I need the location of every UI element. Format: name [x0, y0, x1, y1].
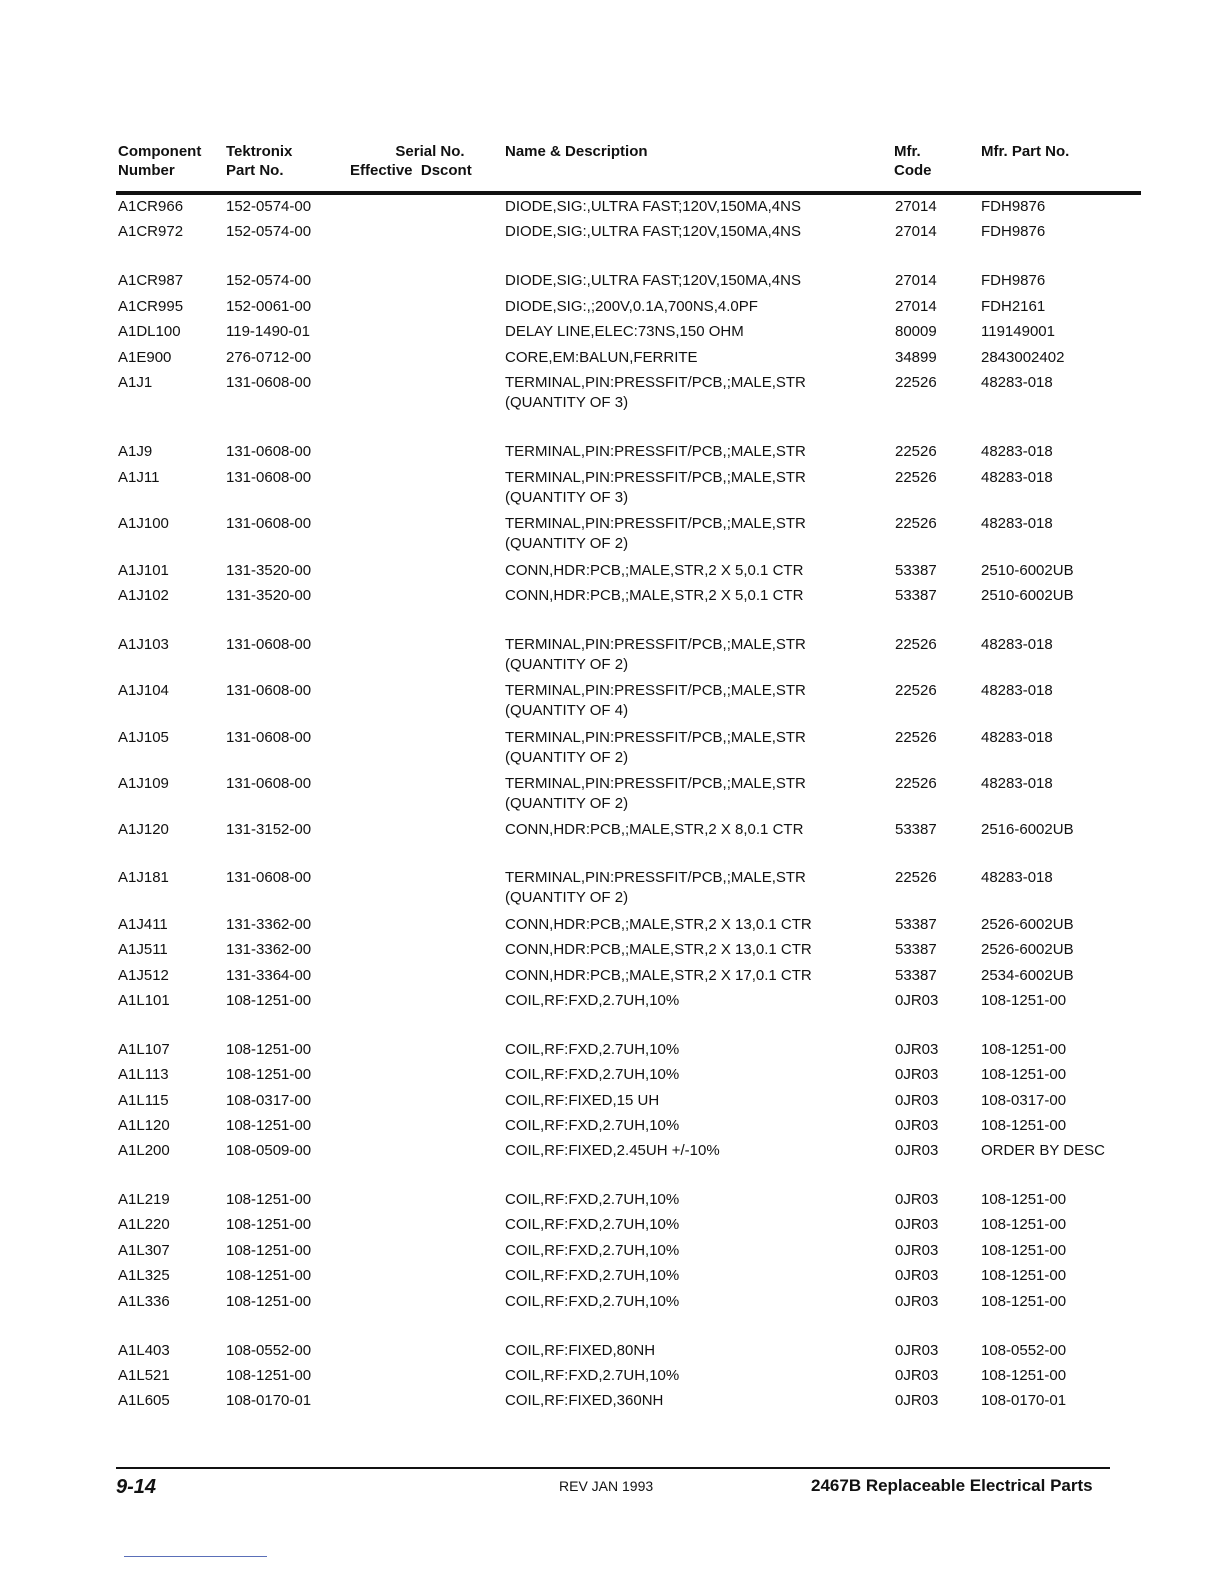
description-line: CONN,HDR:PCB,;MALE,STR,2 X 5,0.1 CTR — [505, 562, 804, 579]
mfr-code: 0JR03 — [895, 1293, 939, 1310]
tektronix-part-no: 131-3152-00 — [226, 821, 312, 838]
component-number: A1L605 — [118, 1392, 170, 1409]
tektronix-part-no: 119-1490-01 — [226, 323, 310, 340]
mfr-part-no: 2510-6002UB — [981, 587, 1074, 604]
mfr-part-no: 2843002402 — [981, 349, 1065, 366]
mfr-code: 0JR03 — [895, 1117, 939, 1134]
description-line: DIODE,SIG:,;200V,0.1A,700NS,4.0PF — [505, 298, 758, 315]
component-number: A1J101 — [118, 562, 169, 579]
header-name-description: Name & Description — [505, 143, 648, 160]
description-line: CORE,EM:BALUN,FERRITE — [505, 349, 698, 366]
mfr-part-no: 48283-018 — [981, 729, 1053, 746]
mfr-part-no: 48283-018 — [981, 636, 1053, 653]
name-description — [505, 561, 803, 581]
description-line: COIL,RF:FXD,2.7UH,10% — [505, 1242, 680, 1259]
component-number: A1J100 — [118, 515, 169, 532]
tektronix-part-no: 108-1251-00 — [226, 1293, 312, 1310]
mfr-part-no: 108-1251-00 — [981, 1216, 1067, 1233]
description-line: COIL,RF:FXD,2.7UH,10% — [505, 1041, 680, 1058]
component-number: A1J103 — [118, 636, 169, 653]
tektronix-part-no: 152-0574-00 — [226, 223, 312, 240]
component-number: A1L200 — [118, 1142, 170, 1159]
description-line: TERMINAL,PIN:PRESSFIT/PCB,;MALE,STR — [505, 775, 806, 792]
page-footer — [0, 1476, 1224, 1500]
header-tektronix-part-no: Tektronix Part No. — [226, 143, 293, 179]
description-line: COIL,RF:FXD,2.7UH,10% — [505, 1293, 680, 1310]
mfr-code: 22526 — [895, 682, 937, 699]
component-number: A1CR966 — [118, 198, 184, 215]
component-number: A1L120 — [118, 1117, 170, 1134]
mfr-code: 53387 — [895, 967, 937, 984]
mfr-part-no: 108-1251-00 — [981, 1117, 1067, 1134]
name-description — [505, 222, 801, 242]
scan-mark-line — [124, 1556, 267, 1557]
mfr-code: 0JR03 — [895, 1392, 939, 1409]
name-description — [505, 271, 801, 291]
mfr-code: 27014 — [895, 298, 937, 315]
component-number: A1L521 — [118, 1367, 170, 1384]
component-number: A1L107 — [118, 1041, 170, 1058]
page-number: 9-14 — [116, 1476, 157, 1498]
mfr-part-no: 108-1251-00 — [981, 1367, 1067, 1384]
tektronix-part-no: 131-3364-00 — [226, 967, 312, 984]
tektronix-part-no: 131-0608-00 — [226, 775, 312, 792]
revision-date: REV JAN 1993 — [559, 1478, 654, 1494]
description-line: COIL,RF:FXD,2.7UH,10% — [505, 1216, 680, 1233]
name-description — [505, 442, 806, 462]
description-line: CONN,HDR:PCB,;MALE,STR,2 X 17,0.1 CTR — [505, 967, 812, 984]
mfr-part-no: 108-1251-00 — [981, 1242, 1067, 1259]
mfr-part-no: 108-1251-00 — [981, 1191, 1067, 1208]
tektronix-part-no: 108-1251-00 — [226, 1267, 312, 1284]
component-number: A1J511 — [118, 941, 168, 958]
mfr-code: 34899 — [895, 349, 937, 366]
tektronix-part-no: 108-1251-00 — [226, 1066, 312, 1083]
name-description — [505, 1091, 659, 1111]
mfr-code: 0JR03 — [895, 1092, 939, 1109]
name-description — [505, 868, 806, 908]
description-line: TERMINAL,PIN:PRESSFIT/PCB,;MALE,STR — [505, 869, 806, 886]
tektronix-part-no: 131-3362-00 — [226, 916, 312, 933]
tektronix-part-no: 152-0061-00 — [226, 298, 312, 315]
name-description — [505, 681, 806, 721]
tektronix-part-no: 108-0509-00 — [226, 1142, 312, 1159]
mfr-part-no: 2526-6002UB — [981, 916, 1074, 933]
description-line: COIL,RF:FIXED,15 UH — [505, 1092, 660, 1109]
description-line: CONN,HDR:PCB,;MALE,STR,2 X 5,0.1 CTR — [505, 587, 804, 604]
mfr-code: 0JR03 — [895, 1216, 939, 1233]
mfr-code: 53387 — [895, 821, 937, 838]
name-description — [505, 774, 806, 814]
name-description — [505, 1141, 720, 1161]
mfr-part-no: 48283-018 — [981, 682, 1053, 699]
component-number: A1L403 — [118, 1342, 170, 1359]
mfr-part-no: 2534-6002UB — [981, 967, 1074, 984]
description-line: (QUANTITY OF 2) — [505, 535, 629, 552]
mfr-code: 27014 — [895, 198, 937, 215]
description-line: COIL,RF:FXD,2.7UH,10% — [505, 992, 680, 1009]
mfr-part-no: 108-0170-01 — [981, 1392, 1067, 1409]
tektronix-part-no: 152-0574-00 — [226, 272, 312, 289]
description-line: (QUANTITY OF 4) — [505, 702, 629, 719]
description-line: COIL,RF:FIXED,360NH — [505, 1392, 664, 1409]
description-line: COIL,RF:FIXED,2.45UH +/-10% — [505, 1142, 720, 1159]
description-line: DIODE,SIG:,ULTRA FAST;120V,150MA,4NS — [505, 198, 801, 215]
name-description — [505, 728, 806, 768]
tektronix-part-no: 131-0608-00 — [226, 443, 312, 460]
mfr-part-no: 2510-6002UB — [981, 562, 1074, 579]
mfr-code: 22526 — [895, 443, 937, 460]
component-number: A1J512 — [118, 967, 169, 984]
name-description — [505, 1266, 679, 1286]
description-line: TERMINAL,PIN:PRESSFIT/PCB,;MALE,STR — [505, 374, 806, 391]
mfr-code: 53387 — [895, 941, 937, 958]
tektronix-part-no: 131-0608-00 — [226, 869, 312, 886]
name-description — [505, 1215, 679, 1235]
mfr-part-no: 108-1251-00 — [981, 1041, 1067, 1058]
name-description — [505, 468, 806, 508]
mfr-code: 80009 — [895, 323, 937, 340]
component-number: A1L115 — [118, 1092, 169, 1109]
name-description — [505, 1391, 663, 1411]
name-description — [505, 820, 803, 840]
component-number: A1J411 — [118, 916, 168, 933]
mfr-code: 0JR03 — [895, 1142, 939, 1159]
tektronix-part-no: 131-0608-00 — [226, 682, 312, 699]
tektronix-part-no: 108-1251-00 — [226, 1117, 312, 1134]
mfr-code: 0JR03 — [895, 1191, 939, 1208]
mfr-code: 22526 — [895, 469, 937, 486]
mfr-code: 0JR03 — [895, 992, 939, 1009]
description-line: DELAY LINE,ELEC:73NS,150 OHM — [505, 323, 744, 340]
description-line: (QUANTITY OF 2) — [505, 795, 629, 812]
name-description — [505, 514, 806, 554]
mfr-part-no: 2516-6002UB — [981, 821, 1074, 838]
description-line: CONN,HDR:PCB,;MALE,STR,2 X 13,0.1 CTR — [505, 916, 812, 933]
mfr-code: 22526 — [895, 636, 937, 653]
tektronix-part-no: 131-0608-00 — [226, 469, 312, 486]
header-mfr-part-no: Mfr. Part No. — [981, 143, 1070, 160]
name-description — [505, 1116, 679, 1136]
tektronix-part-no: 108-1251-00 — [226, 992, 312, 1009]
tektronix-part-no: 131-0608-00 — [226, 515, 312, 532]
mfr-part-no: 108-1251-00 — [981, 1293, 1067, 1310]
description-line: CONN,HDR:PCB,;MALE,STR,2 X 8,0.1 CTR — [505, 821, 804, 838]
description-line: COIL,RF:FXD,2.7UH,10% — [505, 1367, 680, 1384]
name-description — [505, 322, 744, 342]
name-description — [505, 940, 812, 960]
description-line: DIODE,SIG:,ULTRA FAST;120V,150MA,4NS — [505, 223, 801, 240]
mfr-code: 0JR03 — [895, 1066, 939, 1083]
mfr-code: 22526 — [895, 869, 937, 886]
description-line: COIL,RF:FXD,2.7UH,10% — [505, 1117, 680, 1134]
tektronix-part-no: 108-0317-00 — [226, 1092, 312, 1109]
name-description — [505, 297, 758, 317]
name-description — [505, 1366, 679, 1386]
component-number: A1CR972 — [118, 223, 184, 240]
mfr-code: 0JR03 — [895, 1242, 939, 1259]
name-description — [505, 373, 806, 413]
component-number: A1L220 — [118, 1216, 170, 1233]
component-number: A1E900 — [118, 349, 172, 366]
header-mfr-code: Mfr. Code — [894, 143, 932, 179]
mfr-part-no: 48283-018 — [981, 374, 1053, 391]
description-line: TERMINAL,PIN:PRESSFIT/PCB,;MALE,STR — [505, 443, 806, 460]
mfr-code: 0JR03 — [895, 1342, 939, 1359]
document-title: 2467B Replaceable Electrical Parts — [811, 1476, 1093, 1495]
name-description — [505, 635, 806, 675]
mfr-code: 0JR03 — [895, 1267, 939, 1284]
tektronix-part-no: 108-1251-00 — [226, 1216, 312, 1233]
mfr-code: 53387 — [895, 587, 937, 604]
mfr-code: 53387 — [895, 562, 937, 579]
tektronix-part-no: 131-3362-00 — [226, 941, 312, 958]
mfr-part-no: 48283-018 — [981, 775, 1053, 792]
description-line: (QUANTITY OF 2) — [505, 889, 629, 906]
mfr-part-no: 108-1251-00 — [981, 1267, 1067, 1284]
component-number: A1L219 — [118, 1191, 170, 1208]
mfr-code: 27014 — [895, 272, 937, 289]
tektronix-part-no: 108-0170-01 — [226, 1392, 312, 1409]
mfr-part-no: FDH9876 — [981, 198, 1046, 215]
description-line: TERMINAL,PIN:PRESSFIT/PCB,;MALE,STR — [505, 469, 806, 486]
table-header — [0, 142, 1224, 182]
name-description — [505, 1292, 679, 1312]
component-number: A1J109 — [118, 775, 169, 792]
mfr-part-no: 48283-018 — [981, 443, 1053, 460]
mfr-part-no: 108-1251-00 — [981, 1066, 1067, 1083]
mfr-code: 53387 — [895, 916, 937, 933]
tektronix-part-no: 131-3520-00 — [226, 562, 312, 579]
mfr-code: 22526 — [895, 775, 937, 792]
name-description — [505, 966, 812, 986]
description-line: (QUANTITY OF 2) — [505, 749, 629, 766]
mfr-code: 22526 — [895, 729, 937, 746]
description-line: COIL,RF:FXD,2.7UH,10% — [505, 1191, 680, 1208]
component-number: A1J105 — [118, 729, 169, 746]
component-number: A1CR995 — [118, 298, 184, 315]
mfr-part-no: 48283-018 — [981, 869, 1053, 886]
description-line: (QUANTITY OF 3) — [505, 489, 629, 506]
name-description — [505, 1040, 679, 1060]
tektronix-part-no: 131-0608-00 — [226, 374, 312, 391]
header-serial-no: Serial No. Effective Dscont — [350, 143, 472, 179]
tektronix-part-no: 276-0712-00 — [226, 349, 312, 366]
header-component-number: Component Number — [118, 143, 202, 179]
mfr-part-no: 48283-018 — [981, 469, 1053, 486]
name-description — [505, 1341, 655, 1361]
footer-rule — [116, 1467, 1110, 1469]
name-description — [505, 1065, 679, 1085]
description-line: TERMINAL,PIN:PRESSFIT/PCB,;MALE,STR — [505, 682, 806, 699]
mfr-part-no: ORDER BY DESC — [981, 1142, 1105, 1159]
name-description — [505, 586, 803, 606]
component-number: A1L336 — [118, 1293, 170, 1310]
mfr-part-no: 108-0552-00 — [981, 1342, 1067, 1359]
name-description — [505, 197, 801, 217]
component-number: A1J102 — [118, 587, 169, 604]
mfr-part-no: FDH9876 — [981, 223, 1046, 240]
mfr-code: 0JR03 — [895, 1367, 939, 1384]
component-number: A1J11 — [118, 469, 160, 486]
description-line: TERMINAL,PIN:PRESSFIT/PCB,;MALE,STR — [505, 515, 806, 532]
component-number: A1J1 — [118, 374, 153, 391]
description-line: TERMINAL,PIN:PRESSFIT/PCB,;MALE,STR — [505, 729, 806, 746]
mfr-part-no: 119149001 — [981, 323, 1055, 340]
component-number: A1DL100 — [118, 323, 181, 340]
description-line: (QUANTITY OF 3) — [505, 394, 629, 411]
mfr-part-no: 2526-6002UB — [981, 941, 1074, 958]
tektronix-part-no: 131-0608-00 — [226, 729, 312, 746]
tektronix-part-no: 108-1251-00 — [226, 1242, 312, 1259]
component-number: A1J120 — [118, 821, 169, 838]
description-line: COIL,RF:FIXED,80NH — [505, 1342, 656, 1359]
name-description — [505, 991, 679, 1011]
description-line: (QUANTITY OF 2) — [505, 656, 629, 673]
component-number: A1CR987 — [118, 272, 184, 289]
mfr-code: 0JR03 — [895, 1041, 939, 1058]
component-number: A1J9 — [118, 443, 153, 460]
component-number: A1L307 — [118, 1242, 170, 1259]
mfr-code: 22526 — [895, 515, 937, 532]
component-number: A1J181 — [118, 869, 169, 886]
description-line: CONN,HDR:PCB,;MALE,STR,2 X 13,0.1 CTR — [505, 941, 812, 958]
component-number: A1L113 — [118, 1066, 169, 1083]
description-line: TERMINAL,PIN:PRESSFIT/PCB,;MALE,STR — [505, 636, 806, 653]
mfr-part-no: 108-1251-00 — [981, 992, 1067, 1009]
description-line: COIL,RF:FXD,2.7UH,10% — [505, 1267, 680, 1284]
name-description — [505, 1241, 679, 1261]
tektronix-part-no: 108-1251-00 — [226, 1191, 312, 1208]
name-description — [505, 348, 698, 368]
tektronix-part-no: 131-3520-00 — [226, 587, 312, 604]
mfr-part-no: FDH2161 — [981, 298, 1046, 315]
mfr-code: 22526 — [895, 374, 937, 391]
tektronix-part-no: 152-0574-00 — [226, 198, 312, 215]
header-rule — [116, 191, 1141, 195]
tektronix-part-no: 131-0608-00 — [226, 636, 312, 653]
tektronix-part-no: 108-1251-00 — [226, 1041, 312, 1058]
mfr-part-no: FDH9876 — [981, 272, 1046, 289]
component-number: A1L325 — [118, 1267, 170, 1284]
tektronix-part-no: 108-1251-00 — [226, 1367, 312, 1384]
component-number: A1L101 — [118, 992, 170, 1009]
mfr-part-no: 48283-018 — [981, 515, 1053, 532]
description-line: DIODE,SIG:,ULTRA FAST;120V,150MA,4NS — [505, 272, 801, 289]
tektronix-part-no: 108-0552-00 — [226, 1342, 312, 1359]
description-line: COIL,RF:FXD,2.7UH,10% — [505, 1066, 680, 1083]
name-description — [505, 915, 812, 935]
mfr-part-no: 108-0317-00 — [981, 1092, 1067, 1109]
name-description — [505, 1190, 679, 1210]
component-number: A1J104 — [118, 682, 169, 699]
mfr-code: 27014 — [895, 223, 937, 240]
